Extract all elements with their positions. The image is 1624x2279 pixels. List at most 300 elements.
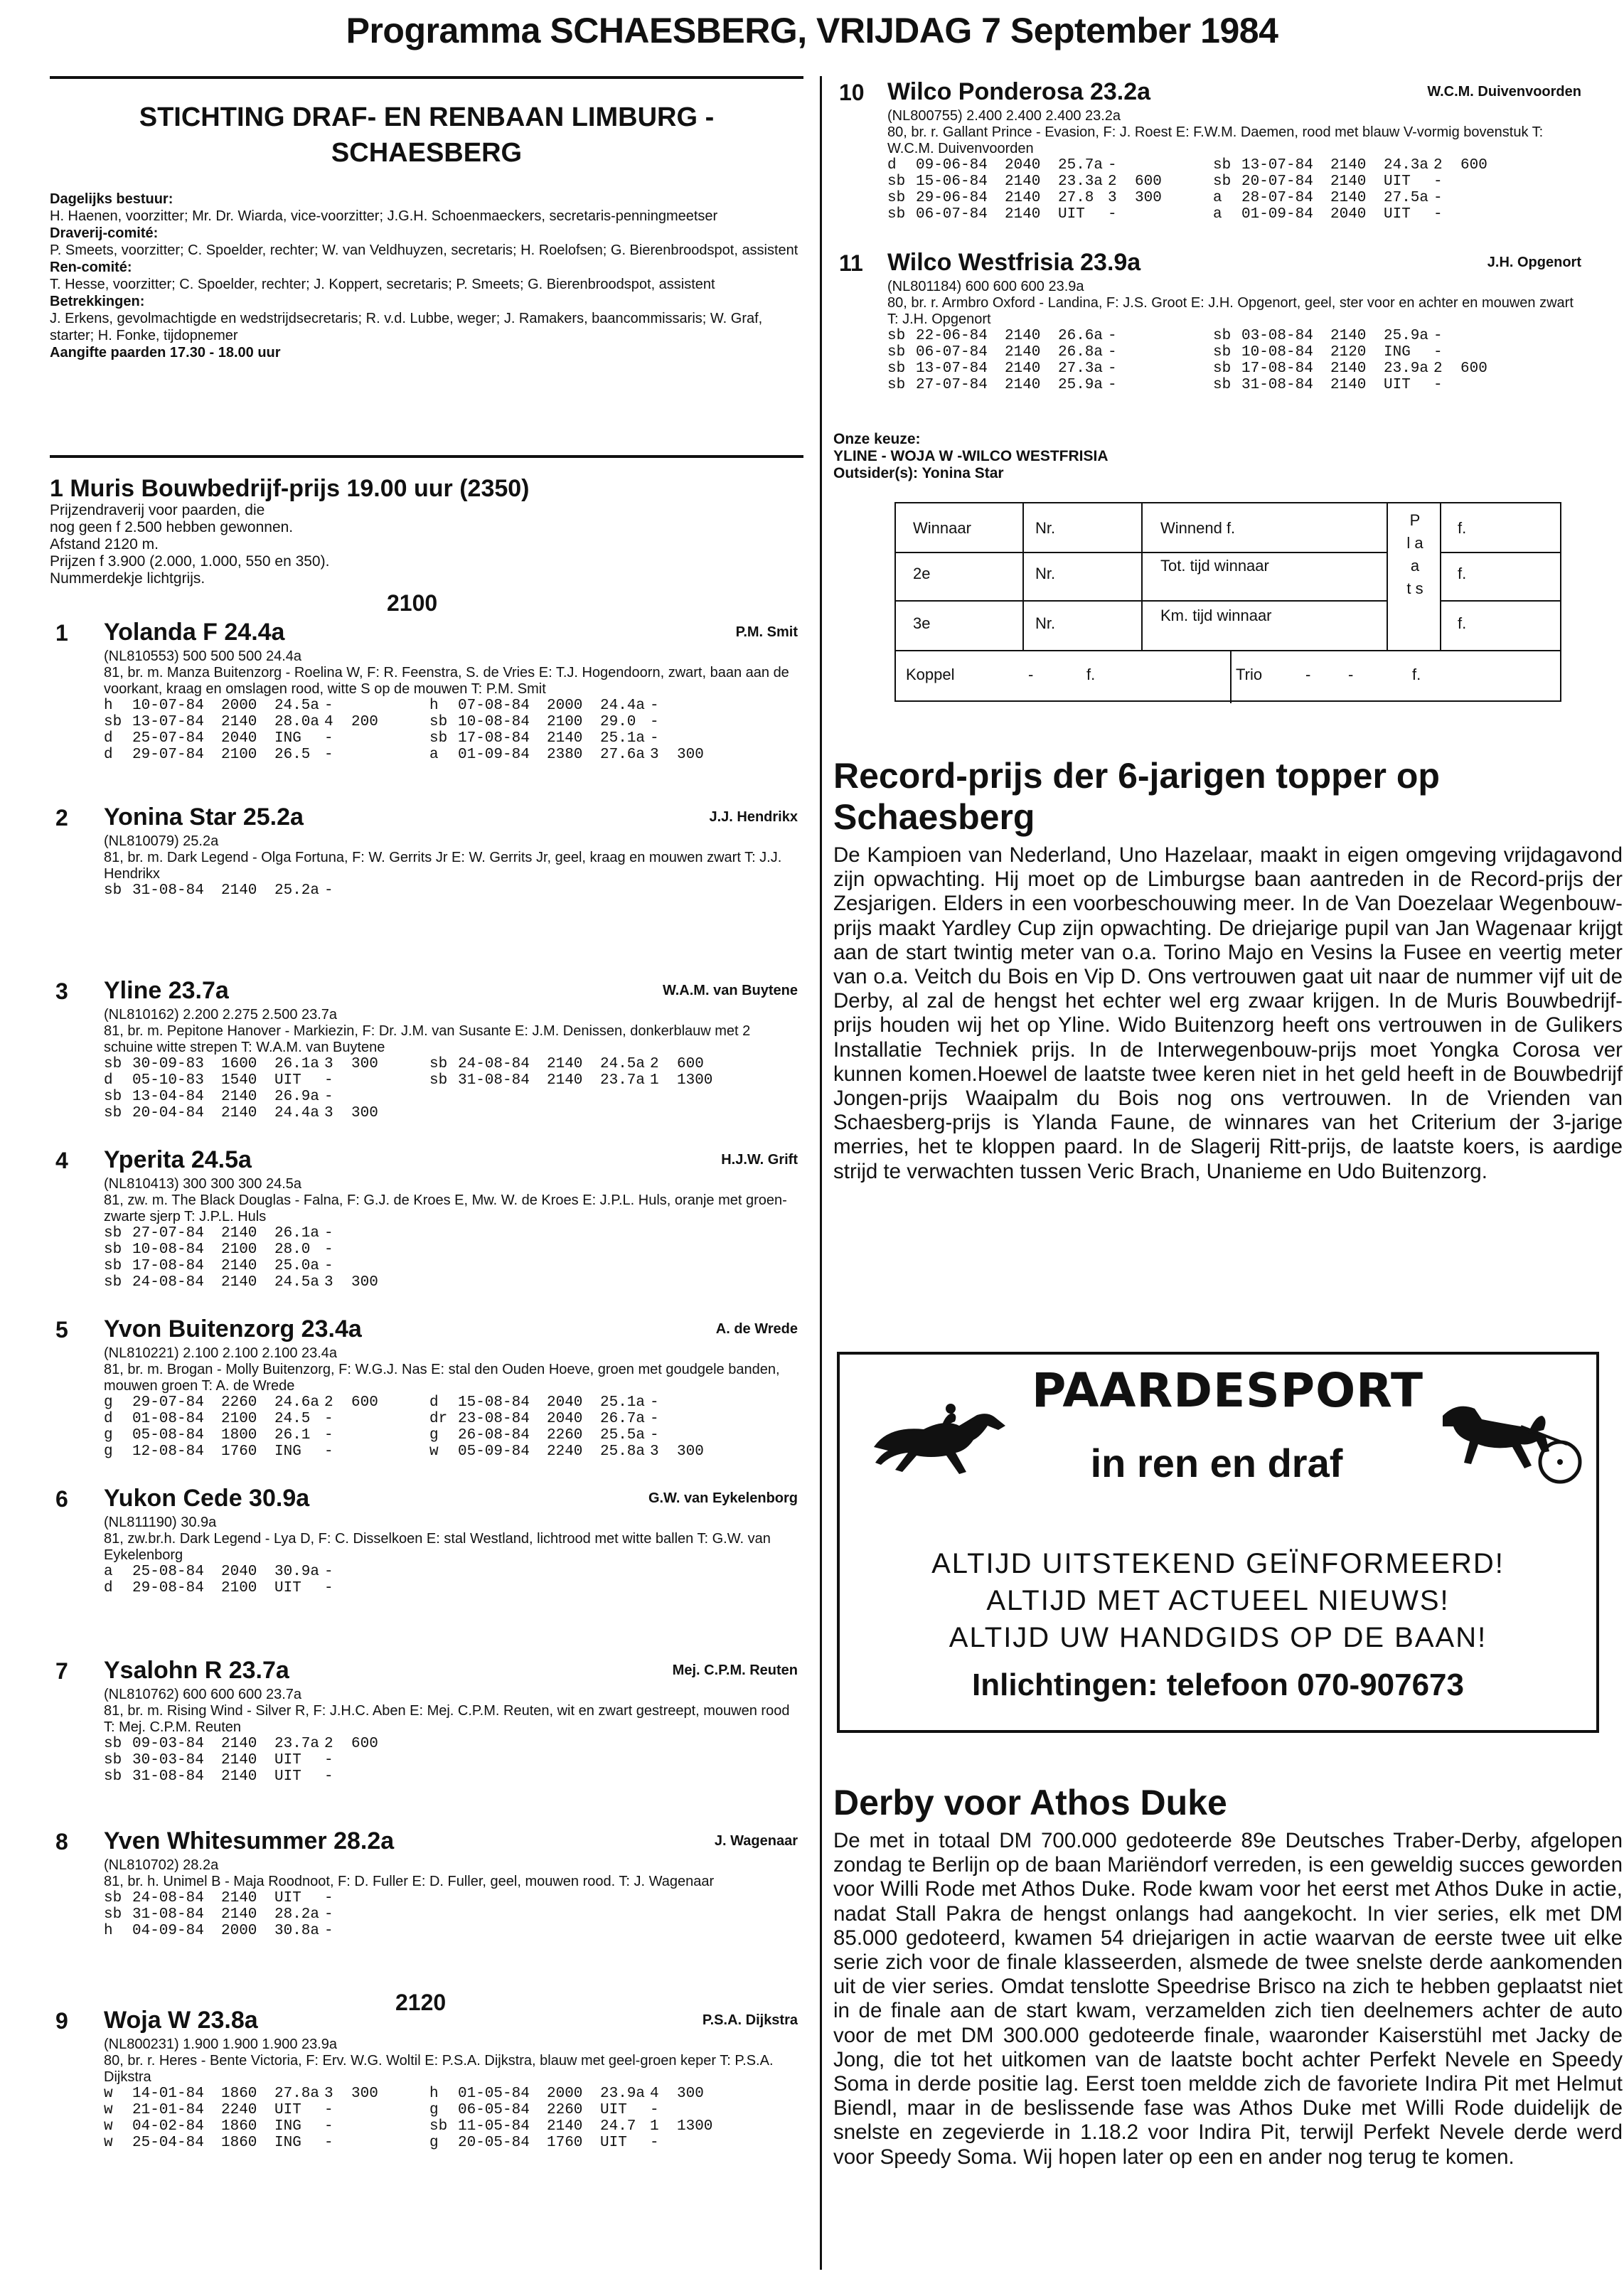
history-cell: 01-08-84	[132, 1411, 204, 1427]
history-cell: 06-05-84	[458, 2102, 530, 2118]
history-cell: 07-08-84	[458, 698, 530, 714]
table-row	[104, 1923, 734, 1939]
history-cell: 600	[1135, 174, 1162, 190]
table-row	[104, 714, 734, 730]
history-cell: sb	[104, 1736, 122, 1752]
horse-number: 6	[55, 1486, 68, 1512]
history-cell: ING	[274, 2135, 301, 2151]
history-cell: 2040	[547, 1394, 583, 1411]
table-row	[887, 377, 1517, 393]
trotter-sulky-icon	[1414, 1394, 1585, 1487]
table-row	[104, 1089, 734, 1105]
history-cell: 09-03-84	[132, 1736, 204, 1752]
history-cell	[547, 1736, 600, 1752]
org-sections	[50, 191, 803, 361]
history-cell	[1135, 157, 1192, 174]
distance-group-label: 2100	[387, 590, 438, 616]
history-cell	[351, 2118, 408, 2135]
history-cell: 28-07-84	[1241, 190, 1313, 206]
history-cell: sb	[104, 1225, 122, 1242]
history-cell	[408, 1394, 429, 1411]
history-cell	[429, 1564, 458, 1580]
history-cell: -	[650, 714, 659, 730]
table-row	[104, 730, 734, 747]
table-row	[104, 1056, 734, 1072]
history-cell	[677, 1427, 734, 1443]
history-cell: 26.1a	[274, 1225, 320, 1242]
history-cell: sb	[104, 1089, 122, 1105]
history-cell	[351, 1258, 408, 1274]
horse-number: 10	[839, 80, 865, 105]
history-cell	[1192, 157, 1213, 174]
horse-name: Yvon Buitenzorg 23.4a	[104, 1315, 362, 1343]
history-cell	[458, 1890, 547, 1906]
history-cell: 1760	[547, 2135, 583, 2151]
history-cell: 17-08-84	[1241, 361, 1313, 377]
history-cell: UIT	[1384, 377, 1411, 393]
history-cell: ING	[274, 2118, 301, 2135]
history-cell: 300	[351, 1274, 378, 1291]
history-cell: 13-07-84	[916, 361, 988, 377]
race-info: Prijzendraverij voor paarden, die nog geen f 2.500 hebben gewonnen. Afstand 2120 m. Prijzen f 3.900 (2.000, 1.000, 550 en 350). Nummerdekje lichtgrijs.	[50, 502, 330, 587]
race-history-table	[104, 2086, 734, 2151]
history-cell: sb	[429, 714, 448, 730]
history-cell: sb	[1213, 361, 1232, 377]
history-cell: 14-01-84	[132, 2086, 204, 2102]
history-cell: sb	[104, 1890, 122, 1906]
history-cell: 25.1a	[600, 730, 646, 747]
history-cell: -	[324, 1258, 333, 1274]
history-cell: 600	[351, 1736, 378, 1752]
history-cell	[600, 882, 650, 899]
horse-entry	[50, 2007, 803, 2151]
history-cell: 27-07-84	[916, 377, 988, 393]
history-cell: 2140	[221, 1258, 257, 1274]
history-cell	[408, 1752, 429, 1768]
history-cell	[547, 1274, 600, 1291]
grid-f: f.	[1458, 519, 1467, 537]
history-cell: d	[104, 1411, 113, 1427]
horse-header	[50, 619, 803, 649]
history-cell	[351, 1072, 408, 1089]
horse-header	[50, 1827, 803, 1857]
history-cell: -	[650, 730, 659, 747]
history-cell: UIT	[600, 2135, 627, 2151]
horse-number: 8	[55, 1829, 68, 1854]
history-cell: 2240	[221, 2102, 257, 2118]
our-choice: Onze keuze: YLINE - WOJA W -WILCO WESTFRISIA Outsider(s): Yonina Star	[833, 431, 1109, 481]
history-cell: 31-08-84	[132, 882, 204, 899]
history-cell: sb	[104, 1906, 122, 1923]
horse-name: Wilco Ponderosa 23.2a	[887, 78, 1151, 105]
table-row	[104, 2118, 734, 2135]
history-cell: 01-05-84	[458, 2086, 530, 2102]
article-title: Record-prijs der 6-jarigen topper op Schaesberg	[833, 756, 1440, 837]
history-cell: -	[324, 1564, 333, 1580]
history-cell	[408, 1443, 429, 1460]
history-cell	[351, 1564, 408, 1580]
history-cell	[650, 1258, 677, 1274]
history-cell: 2140	[1005, 344, 1041, 361]
history-cell: 04-09-84	[132, 1923, 204, 1939]
table-row	[104, 1225, 734, 1242]
history-cell	[351, 1768, 408, 1785]
history-cell: 24.7	[600, 2118, 636, 2135]
horse-description: (NL810553) 500 500 500 24.4a 81, br. m. Manza Buitenzorg - Roelina W, F: R. Feenstra, S. de Vries E: T.J. Hogendoorn, zwart, baan aan de voorkant, kraag en omslagen rood, witte S op de mouwen T: P.M. Smit	[104, 649, 789, 697]
history-cell: w	[104, 2102, 113, 2118]
history-cell: -	[324, 1427, 333, 1443]
grid-plaats: P l a a t s	[1406, 511, 1423, 597]
history-cell: h	[104, 1923, 113, 1939]
history-cell: UIT	[1384, 174, 1411, 190]
history-cell	[429, 1906, 458, 1923]
history-cell	[408, 1564, 429, 1580]
history-cell: 24.5a	[600, 1056, 646, 1072]
history-cell: 06-07-84	[916, 206, 988, 223]
history-cell	[650, 1089, 677, 1105]
history-cell	[547, 1242, 600, 1258]
history-cell: -	[324, 1580, 333, 1596]
history-cell: sb	[104, 1768, 122, 1785]
history-cell: 23.7a	[274, 1736, 320, 1752]
grid-koppel: Koppel	[906, 666, 955, 683]
history-cell	[351, 1427, 408, 1443]
history-cell	[429, 1736, 458, 1752]
history-cell	[600, 1225, 650, 1242]
horse-number: 11	[839, 250, 863, 276]
history-cell	[1135, 361, 1192, 377]
history-cell	[458, 1274, 547, 1291]
history-cell	[600, 1768, 650, 1785]
history-cell: 23-08-84	[458, 1411, 530, 1427]
table-row	[104, 1580, 734, 1596]
history-cell: 2140	[221, 1906, 257, 1923]
history-cell	[650, 1736, 677, 1752]
history-cell	[1460, 190, 1517, 206]
history-cell: 25.0a	[274, 1258, 320, 1274]
history-cell: 4	[324, 714, 333, 730]
history-cell	[547, 1580, 600, 1596]
history-cell	[650, 1752, 677, 1768]
history-cell: UIT	[274, 2102, 301, 2118]
history-cell	[429, 1225, 458, 1242]
history-cell: 05-09-84	[458, 1443, 530, 1460]
history-cell	[1460, 377, 1517, 393]
horse-name: Yperita 24.5a	[104, 1146, 252, 1173]
history-cell: 2140	[1330, 361, 1367, 377]
history-cell	[677, 882, 734, 899]
history-cell: 25.9a	[1384, 328, 1429, 344]
history-cell: w	[104, 2118, 113, 2135]
history-cell: 03-08-84	[1241, 328, 1313, 344]
history-cell	[600, 1906, 650, 1923]
history-cell: 27.3a	[1058, 361, 1104, 377]
table-row	[104, 2102, 734, 2118]
history-cell: -	[324, 1411, 333, 1427]
history-cell	[677, 1225, 734, 1242]
history-cell: 27.6a	[600, 747, 646, 763]
history-cell: 27.8	[1058, 190, 1094, 206]
history-cell: d	[104, 747, 113, 763]
history-cell: -	[324, 1089, 333, 1105]
ad-phone-info: Inlichtingen: telefoon 070-907673	[972, 1667, 1464, 1702]
history-cell: 2140	[221, 1736, 257, 1752]
history-cell: 24.5	[274, 1411, 311, 1427]
history-cell	[351, 2135, 408, 2151]
history-cell	[600, 1242, 650, 1258]
history-cell	[547, 1923, 600, 1939]
history-cell: ING	[274, 1443, 301, 1460]
history-cell	[408, 882, 429, 899]
horse-header	[50, 1146, 803, 1176]
history-cell: 13-04-84	[132, 1089, 204, 1105]
history-cell: sb	[104, 714, 122, 730]
table-row	[104, 1906, 734, 1923]
history-cell	[351, 1225, 408, 1242]
history-cell: 24-08-84	[132, 1274, 204, 1291]
table-row	[104, 698, 734, 714]
history-cell	[408, 714, 429, 730]
history-cell: 20-04-84	[132, 1105, 204, 1121]
horse-number: 5	[55, 1317, 68, 1343]
history-cell	[351, 1580, 408, 1596]
history-cell: 25.1a	[600, 1394, 646, 1411]
history-cell: 1800	[221, 1427, 257, 1443]
grid-km-tijd: Km. tijd winnaar	[1160, 607, 1272, 624]
header-rule	[50, 76, 803, 79]
history-cell	[1192, 377, 1213, 393]
column-divider	[820, 76, 822, 2270]
history-cell: 2140	[1330, 190, 1367, 206]
history-cell	[408, 698, 429, 714]
history-cell	[650, 1923, 677, 1939]
history-cell: 27-07-84	[132, 1225, 204, 1242]
history-cell: -	[650, 1427, 659, 1443]
history-cell: 26.8a	[1058, 344, 1104, 361]
history-cell: 13-07-84	[132, 714, 204, 730]
history-cell: UIT	[274, 1768, 301, 1785]
history-cell: 600	[1460, 157, 1487, 174]
history-cell: 01-09-84	[1241, 206, 1313, 223]
history-cell: 05-10-83	[132, 1072, 204, 1089]
history-cell	[547, 1105, 600, 1121]
history-cell	[408, 1923, 429, 1939]
history-cell	[458, 1225, 547, 1242]
grid-second: 2e	[913, 565, 931, 582]
table-row	[104, 1768, 734, 1785]
history-cell	[458, 1752, 547, 1768]
horse-trainer: J.J. Hendrikx	[709, 809, 798, 825]
horse-description: (NL811190) 30.9a 81, zw.br.h. Dark Legend - Lya D, F: C. Disselkoen E: stal Westland, lichtrood met witte ballen T: G.W. van Eykelenborg	[104, 1515, 771, 1563]
org-title: STICHTING DRAF- EN RENBAAN LIMBURG - SCHAESBERG	[139, 102, 715, 168]
race-header	[50, 475, 803, 587]
history-cell: 24.4a	[600, 698, 646, 714]
horse-trainer: J. Wagenaar	[714, 1833, 798, 1849]
history-cell	[429, 1768, 458, 1785]
ad-line: ALTIJD UITSTEKEND GEÏNFORMEERD!	[931, 1548, 1505, 1579]
history-cell: 2	[650, 1056, 659, 1072]
history-cell: 31-08-84	[1241, 377, 1313, 393]
history-cell: 04-02-84	[132, 2118, 204, 2135]
history-cell	[677, 730, 734, 747]
history-cell	[408, 1890, 429, 1906]
history-cell	[650, 1890, 677, 1906]
history-cell	[600, 1564, 650, 1580]
history-cell: 3	[650, 1443, 659, 1460]
horse-entry	[50, 977, 803, 1121]
history-cell: 3	[650, 747, 659, 763]
history-cell: 2040	[1005, 157, 1041, 174]
history-cell	[677, 1580, 734, 1596]
history-cell	[429, 1274, 458, 1291]
history-cell: 13-07-84	[1241, 157, 1313, 174]
horse-description: (NL810702) 28.2a 81, br. h. Unimel B - Maja Roodnoot, F: D. Fuller E: D. Fuller, geel, mouwen rood. T: J. Wagenaar	[104, 1857, 715, 1889]
history-cell: sb	[104, 1258, 122, 1274]
history-cell: sb	[1213, 328, 1232, 344]
horse-name: Yukon Cede 30.9a	[104, 1485, 310, 1512]
history-cell: -	[1108, 206, 1117, 223]
history-cell: sb	[429, 730, 448, 747]
history-cell	[351, 1906, 408, 1923]
table-row	[887, 190, 1517, 206]
table-row	[104, 1564, 734, 1580]
horse-name: Yolanda F 24.4a	[104, 619, 285, 646]
horse-entry	[50, 619, 803, 763]
horse-name: Yven Whitesummer 28.2a	[104, 1827, 395, 1854]
page-header: Programma SCHAESBERG, VRIJDAG 7 September 1984	[346, 11, 1278, 50]
history-cell	[600, 1580, 650, 1596]
horse-header	[50, 1315, 803, 1345]
paardesport-ad	[837, 1352, 1599, 1733]
history-cell: 20-05-84	[458, 2135, 530, 2151]
history-cell: 2100	[221, 747, 257, 763]
history-cell: a	[429, 747, 439, 763]
history-cell: 30-03-84	[132, 1752, 204, 1768]
history-cell: 300	[677, 747, 704, 763]
history-cell: g	[104, 1427, 113, 1443]
history-cell: sb	[104, 1752, 122, 1768]
history-cell: 25.8a	[600, 1443, 646, 1460]
horse-description: (NL810413) 300 300 300 24.5a 81, zw. m. The Black Douglas - Falna, F: G.J. de Kroes E, Mw. W. de Kroes E: J.P.L. Huls, oranje met groen-zwarte sjerp T: J.P.L. Huls	[104, 1176, 787, 1224]
race-history-table	[104, 1890, 734, 1939]
history-cell: sb	[887, 344, 906, 361]
history-cell: sb	[887, 174, 906, 190]
history-cell: -	[650, 2102, 659, 2118]
horse-description: (NL810079) 25.2a 81, br. m. Dark Legend - Olga Fortuna, F: W. Gerrits Jr E: W. Gerrits Jr, geel, kraag en mouwen zwart T: J.J. Hendrikx	[104, 833, 782, 882]
horse-header	[50, 1657, 803, 1687]
race-history-table	[104, 698, 734, 763]
table-row	[104, 1443, 734, 1460]
history-cell: 24-08-84	[458, 1056, 530, 1072]
history-cell: 2040	[547, 1411, 583, 1427]
history-cell: 2140	[547, 730, 583, 747]
history-cell: a	[104, 1564, 113, 1580]
history-cell	[547, 1258, 600, 1274]
history-cell	[600, 1105, 650, 1121]
horse-entry	[50, 1315, 803, 1460]
horse-trainer: W.C.M. Duivenvoorden	[1427, 84, 1581, 100]
history-cell	[429, 1242, 458, 1258]
history-cell: -	[1108, 157, 1117, 174]
history-cell	[600, 1890, 650, 1906]
history-cell: 17-08-84	[132, 1258, 204, 1274]
history-cell: 2	[1433, 361, 1443, 377]
history-cell: 2140	[1005, 361, 1041, 377]
horse-entry	[50, 1657, 803, 1785]
horse-description: (NL800231) 1.900 1.900 1.900 23.9a 80, br. r. Heres - Bente Victoria, F: Erv. W.G. Woltil E: P.S.A. Dijkstra, blauw met geel-groen keper T: P.S.A. Dijkstra	[104, 2037, 774, 2085]
history-cell: sb	[429, 1056, 448, 1072]
history-cell: 26.5	[274, 747, 311, 763]
history-cell	[408, 2135, 429, 2151]
history-cell: 1760	[221, 1443, 257, 1460]
table-row	[887, 361, 1517, 377]
history-cell: 26.7a	[600, 1411, 646, 1427]
race-history-table	[887, 157, 1517, 223]
history-cell	[650, 1274, 677, 1291]
history-cell: 01-09-84	[458, 747, 530, 763]
horse-description: (NL801184) 600 600 600 23.9a 80, br. r. Armbro Oxford - Landina, F: J.S. Groot E: J.H. Opgenort, geel, ster voor en achter en mouwen zwart T: J.H. Opgenort	[887, 279, 1574, 327]
history-cell: 3	[324, 1274, 333, 1291]
history-cell: 1860	[221, 2086, 257, 2102]
history-cell: 2140	[221, 1768, 257, 1785]
history-cell: 2140	[1005, 328, 1041, 344]
history-cell	[677, 1089, 734, 1105]
horse-entry	[50, 1827, 803, 1939]
history-cell: 23.9a	[1384, 361, 1429, 377]
table-row	[887, 328, 1517, 344]
history-cell	[650, 1225, 677, 1242]
history-cell	[408, 1089, 429, 1105]
horse-number: 4	[55, 1148, 68, 1173]
table-row	[104, 882, 734, 899]
history-cell: 2100	[547, 714, 583, 730]
history-cell: -	[324, 1242, 333, 1258]
table-row	[104, 1427, 734, 1443]
history-cell: 300	[677, 2086, 704, 2102]
history-cell	[408, 1411, 429, 1427]
history-cell	[677, 698, 734, 714]
history-cell	[547, 1752, 600, 1768]
history-cell	[1460, 174, 1517, 190]
history-cell: sb	[429, 1072, 448, 1089]
history-cell: -	[1108, 344, 1117, 361]
table-row	[104, 747, 734, 763]
history-cell	[1192, 361, 1213, 377]
history-cell	[547, 1768, 600, 1785]
horse-header	[50, 977, 803, 1007]
history-cell: sb	[887, 328, 906, 344]
history-cell	[458, 1580, 547, 1596]
grid-f: f.	[1458, 565, 1467, 582]
grid-trio: Trio	[1236, 666, 1263, 683]
history-cell	[408, 1105, 429, 1121]
history-cell: 2140	[221, 1225, 257, 1242]
horse-entry	[50, 1485, 803, 1596]
history-cell: -	[324, 1923, 333, 1939]
horse-number: 2	[55, 805, 68, 831]
history-cell	[408, 730, 429, 747]
history-cell: a	[1213, 206, 1222, 223]
history-cell: 2140	[547, 1072, 583, 1089]
history-cell: 2140	[221, 1752, 257, 1768]
history-cell: g	[429, 2135, 439, 2151]
history-cell: 2140	[1330, 328, 1367, 344]
history-cell: 2100	[221, 1411, 257, 1427]
history-cell: 1540	[221, 1072, 257, 1089]
history-cell: 300	[677, 1443, 704, 1460]
history-cell	[408, 1906, 429, 1923]
org-section: Dagelijks bestuur: H. Haenen, voorzitter; Mr. Dr. Wiarda, vice-voorzitter; J.G.H. Schoenmaeckers, secretaris-penningmeetser	[50, 191, 718, 224]
